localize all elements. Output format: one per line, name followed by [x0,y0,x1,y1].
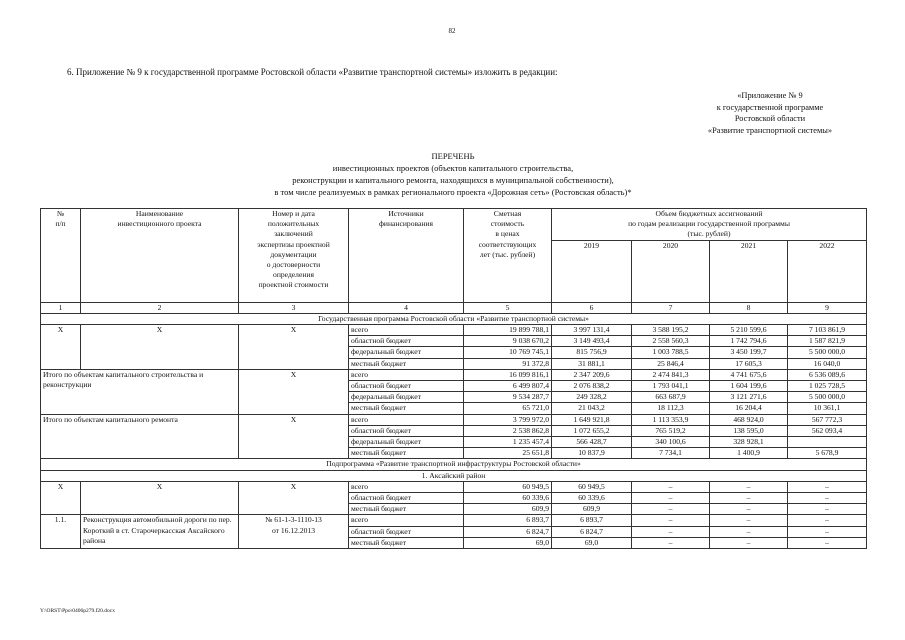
value-cell: – [788,481,867,492]
subprogram-heading-label: Подпрограмма «Развитие транспортной инфраструктуры Ростовской области» [41,459,867,470]
value-cell: – [632,493,710,504]
value-cell: 17 605,3 [710,358,788,369]
value-cell: 16 040,0 [788,358,867,369]
value-cell: 3 450 199,7 [710,347,788,358]
annex-line: «Развитие транспортной системы» [707,125,833,135]
subprogram-heading [41,459,867,470]
source-cell: всего [349,481,464,492]
value-cell: 6 893,7 [552,515,632,526]
value-cell: 468 924,0 [710,414,788,425]
value-cell: 815 756,9 [552,347,632,358]
expertise-cell: № 61-1-3-1110-13 от 16.12.2013 [239,515,349,549]
title-line: реконструкции и капитального ремонта, находящихся в муниципальной собственности), [292,175,614,185]
value-cell [788,437,867,448]
column-number: 4 [349,302,464,313]
header-year: 2021 [710,240,788,302]
source-cell: федеральный бюджет [349,437,464,448]
value-cell: 7 734,1 [632,448,710,459]
value-cell: 25 651,8 [464,448,552,459]
value-cell: 9 038 670,2 [464,336,552,347]
value-cell: 60 949,5 [552,481,632,492]
value-cell: 3 588 195,2 [632,325,710,336]
value-cell: 1 072 655,2 [552,425,632,436]
column-number: 5 [464,302,552,313]
number-cell: Х [41,325,81,370]
source-cell: всего [349,369,464,380]
value-cell: 2 474 841,3 [632,369,710,380]
value-cell: 2 538 862,8 [464,425,552,436]
value-cell: 6 499 807,4 [464,381,552,392]
value-cell: 1 113 353,9 [632,414,710,425]
value-cell: 138 595,0 [710,425,788,436]
value-cell: 566 428,7 [552,437,632,448]
value-cell: – [632,481,710,492]
source-cell: всего [349,414,464,425]
value-cell: 663 687,9 [632,392,710,403]
value-cell: 328 928,1 [710,437,788,448]
header-allocations: Объем бюджетных ассигнований по годам реализации государственной программы (тыс. рублей) [552,209,867,241]
value-cell: 60 949,5 [464,481,552,492]
value-cell: 1 235 457,4 [464,437,552,448]
source-cell: местный бюджет [349,403,464,414]
source-cell: федеральный бюджет [349,347,464,358]
column-number: 9 [788,302,867,313]
name-cell: Х [81,481,239,515]
file-path-footer: Y:\ORST\Ppo\0406p279.f20.docx [40,608,115,614]
value-cell: 3 149 493,4 [552,336,632,347]
district-heading [41,470,867,481]
value-cell: 3 799 972,0 [464,414,552,425]
annex-heading [690,90,850,136]
value-cell: 5 678,9 [788,448,867,459]
name-cell: Итого по объектам капитального строительства и реконструкции [41,369,239,414]
value-cell: 6 893,7 [464,515,552,526]
value-cell: 609,9 [552,504,632,515]
name-cell: Х [81,325,239,370]
value-cell: 60 339,6 [464,493,552,504]
value-cell: 25 846,4 [632,358,710,369]
column-number: 1 [41,302,81,313]
source-cell: федеральный бюджет [349,392,464,403]
program-heading [41,313,867,324]
value-cell: 10 837,9 [552,448,632,459]
value-cell: 1 793 041,1 [632,381,710,392]
title-line: ПЕРЕЧЕНЬ [431,151,475,161]
table-row [41,325,867,336]
expertise-cell: Х [239,481,349,515]
expertise-cell: Х [239,414,349,459]
value-cell: 19 899 788,1 [464,325,552,336]
value-cell: – [788,515,867,526]
table-row [41,515,867,526]
source-cell: областной бюджет [349,526,464,537]
value-cell: – [632,537,710,548]
source-cell: местный бюджет [349,504,464,515]
value-cell: 2 558 560,3 [632,336,710,347]
document-title [40,150,866,198]
title-line: инвестиционных проектов (объектов капитального строительства, [332,163,574,173]
value-cell: 16 204,4 [710,403,788,414]
value-cell: – [788,504,867,515]
header-expertise: Номер и дата положительных заключений экспертизы проектной документации о достоверности определения проектной стоимости [239,209,349,303]
name-cell: Итого по объектам капитального ремонта [41,414,239,459]
source-cell: местный бюджет [349,448,464,459]
value-cell: 1 003 788,5 [632,347,710,358]
source-cell: местный бюджет [349,537,464,548]
value-cell: – [632,504,710,515]
annex-line: к государственной программе [716,102,824,112]
column-number: 8 [710,302,788,313]
value-cell: – [710,481,788,492]
district-heading-label: 1. Аксайский район [41,470,867,481]
column-number: 3 [239,302,349,313]
source-cell: местный бюджет [349,358,464,369]
number-cell: Х [41,481,81,515]
value-cell: 10 361,1 [788,403,867,414]
value-cell: 609,9 [464,504,552,515]
page-number: 82 [448,27,456,35]
value-cell: – [788,493,867,504]
value-cell: 6 824,7 [552,526,632,537]
header-year: 2019 [552,240,632,302]
value-cell: – [632,515,710,526]
value-cell: 10 769 745,1 [464,347,552,358]
header-estimate: Сметная стоимость в ценах соответствующих лет (тыс. рублей) [464,209,552,303]
header-row [41,209,867,241]
source-cell: областной бюджет [349,493,464,504]
value-cell: 6 536 089,6 [788,369,867,380]
value-cell: – [710,537,788,548]
value-cell: 5 500 000,0 [788,392,867,403]
source-cell: всего [349,515,464,526]
value-cell: 1 025 728,5 [788,381,867,392]
program-heading-label: Государственная программа Ростовской области «Развитие транспортной системы» [41,313,867,324]
value-cell: – [788,537,867,548]
value-cell: 69,0 [552,537,632,548]
value-cell: 2 076 838,2 [552,381,632,392]
expertise-cell: Х [239,325,349,370]
value-cell: 2 347 209,6 [552,369,632,380]
value-cell: 1 742 794,6 [710,336,788,347]
value-cell: – [710,526,788,537]
table-row [41,414,867,425]
name-cell: Реконструкция автомобильной дороги по пер. Короткий в ст. Старочеркасская Аксайского района [81,515,239,549]
header-sources: Источники финансирования [349,209,464,303]
value-cell: 5 500 000,0 [788,347,867,358]
expertise-cell: Х [239,369,349,414]
header-year: 2020 [632,240,710,302]
value-cell: 31 881,1 [552,358,632,369]
value-cell: 1 587 821,9 [788,336,867,347]
value-cell: 21 043,2 [552,403,632,414]
intro-paragraph: 6. Приложение № 9 к государственной программе Ростовской области «Развитие транспортной системы» изложить в редакции: [67,67,558,77]
value-cell: 340 100,6 [632,437,710,448]
value-cell: – [710,493,788,504]
value-cell: – [632,526,710,537]
value-cell: 69,0 [464,537,552,548]
header-project-name: Наименование инвестиционного проекта [81,209,239,303]
value-cell: 3 997 131,4 [552,325,632,336]
value-cell: 249 328,2 [552,392,632,403]
table-row [41,369,867,380]
value-cell: 16 099 816,1 [464,369,552,380]
value-cell: 765 519,2 [632,425,710,436]
column-number: 2 [81,302,239,313]
value-cell: 1 400,9 [710,448,788,459]
value-cell: 60 339,6 [552,493,632,504]
annex-line: «Приложение № 9 [737,91,803,100]
value-cell: 5 210 599,6 [710,325,788,336]
source-cell: областной бюджет [349,336,464,347]
value-cell: – [710,504,788,515]
value-cell: 18 112,3 [632,403,710,414]
value-cell: 65 721,0 [464,403,552,414]
investment-projects-table [40,208,867,549]
value-cell: 3 121 271,6 [710,392,788,403]
value-cell: – [710,515,788,526]
value-cell: 4 741 675,6 [710,369,788,380]
header-year: 2022 [788,240,867,302]
value-cell: 9 534 287,7 [464,392,552,403]
title-line: в том числе реализуемых в рамках регионального проекта «Дорожная сеть» (Ростовская область)* [274,187,632,197]
value-cell: – [788,526,867,537]
column-number: 7 [632,302,710,313]
column-number-row [41,302,867,313]
value-cell: 6 824,7 [464,526,552,537]
source-cell: областной бюджет [349,381,464,392]
number-cell: 1.1. [41,515,81,549]
column-number: 6 [552,302,632,313]
annex-line: Ростовской области [734,114,806,124]
table-row [41,481,867,492]
value-cell: 562 093,4 [788,425,867,436]
header-number: № п/п [41,209,81,303]
source-cell: областной бюджет [349,425,464,436]
value-cell: 567 772,3 [788,414,867,425]
value-cell: 1 649 921,8 [552,414,632,425]
value-cell: 1 604 199,6 [710,381,788,392]
value-cell: 7 103 861,9 [788,325,867,336]
value-cell: 91 372,8 [464,358,552,369]
source-cell: всего [349,325,464,336]
